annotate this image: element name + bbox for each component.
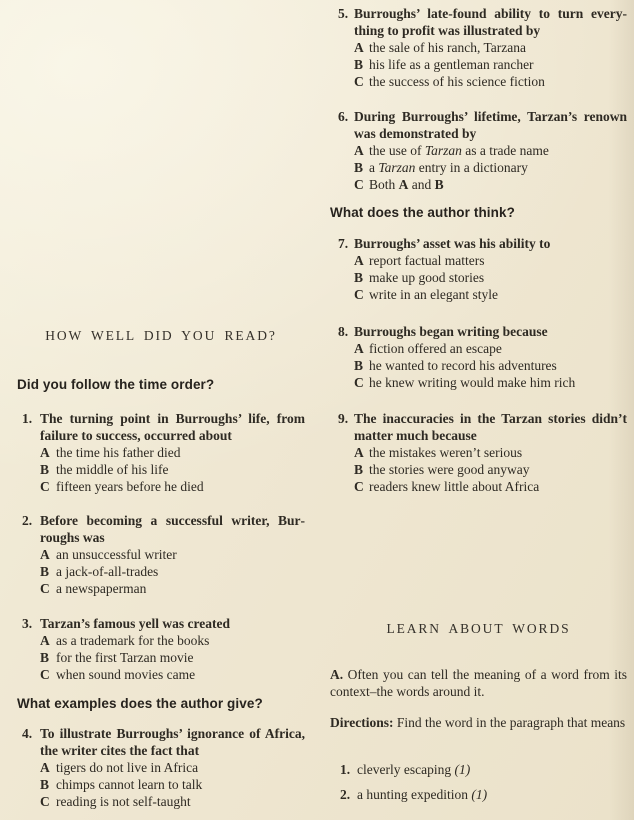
question-2: [17, 512, 305, 597]
option-letter: C: [354, 287, 364, 302]
directions-text: Find the word in the paragraph that means: [393, 715, 626, 730]
option-letter: C: [354, 177, 364, 192]
word-item-text: [357, 761, 470, 778]
option-letter: C: [354, 74, 364, 89]
option-row: [40, 666, 305, 683]
option-text-italic: Tarzan: [378, 160, 416, 175]
option-row: [40, 649, 305, 666]
option-text: the stories were good anyway: [369, 462, 530, 477]
option-row: [40, 793, 305, 810]
paragraph-directions: [330, 714, 627, 731]
option-letter: A: [354, 253, 364, 268]
question-stem: To illustrate Burroughs’ ignorance of Africa, the writer cites the fact that: [40, 726, 305, 758]
option-text: report factual matters: [369, 253, 485, 268]
option-text-part: the use of: [369, 143, 425, 158]
question-stem: During Burroughs’ lifetime, Tarzan’s renown was demonstrated by: [354, 109, 627, 141]
option-letter: C: [40, 479, 50, 494]
question-number: 2.: [22, 513, 33, 528]
option-row: [354, 39, 627, 56]
question-1: [17, 410, 305, 495]
option-text: reading is not self-taught: [56, 794, 191, 809]
directions-label: Directions:: [330, 715, 394, 730]
option-letter: A: [40, 760, 50, 775]
option-row: [354, 374, 627, 391]
option-text: readers knew little about Africa: [369, 479, 540, 494]
right-column: [330, 0, 627, 820]
question-4: [17, 725, 305, 810]
option-text-part: entry in a dictionary: [415, 160, 528, 175]
option-text-part: and: [408, 177, 435, 192]
question-body: [354, 410, 627, 495]
option-text: chimps cannot learn to talk: [56, 777, 203, 792]
option-letter: B: [40, 564, 50, 579]
question-stem: The inaccuracies in the Tarzan stories didn’t matter much because: [354, 411, 627, 443]
word-item-text-part: a hunting expedition: [357, 787, 472, 802]
question-number: 4.: [22, 726, 33, 741]
option-letter: B: [40, 777, 50, 792]
section-heading-how-well-did-you-read: HOW WELL DID YOU READ?: [45, 328, 277, 343]
option-text: he knew writing would make him rich: [369, 375, 576, 390]
option-text: a jack-of-all-trades: [56, 564, 159, 579]
question-8: [330, 323, 627, 391]
option-letter: A: [354, 143, 364, 158]
question-stem: Tarzan’s famous yell was created: [40, 616, 230, 631]
option-row: [354, 340, 627, 357]
option-letter: A: [354, 445, 364, 460]
option-text: the mistakes weren’t serious: [369, 445, 523, 460]
option-text: [369, 142, 627, 159]
option-letter: C: [354, 375, 364, 390]
option-text: the sale of his ranch, Tarzana: [369, 40, 526, 55]
question-6: [330, 108, 627, 193]
option-letter: B: [354, 270, 364, 285]
option-text: [369, 176, 627, 193]
option-row: [354, 269, 627, 286]
option-text: an unsuccessful writer: [56, 547, 177, 562]
option-row: [354, 56, 627, 73]
word-item-1: [330, 761, 627, 778]
option-text: for the first Tarzan movie: [56, 650, 194, 665]
left-column: [17, 0, 305, 820]
section-heading-learn-about-words: LEARN ABOUT WORDS: [386, 621, 571, 636]
word-item-reference: (1): [454, 762, 471, 777]
question-body: [354, 323, 627, 391]
question-number: 9.: [338, 411, 349, 426]
option-text-bold: B: [434, 177, 444, 192]
option-text: write in an elegant style: [369, 287, 498, 302]
question-stem: Burroughs began writing because: [354, 324, 548, 339]
question-stem: The turning point in Burroughs’ life, from failure to success, occurred about: [40, 411, 305, 443]
question-body: [354, 108, 627, 193]
option-letter: C: [40, 667, 50, 682]
option-letter: B: [354, 160, 364, 175]
word-item-text: [357, 786, 487, 803]
option-text-bold: A: [398, 177, 409, 192]
option-text: as a trademark for the books: [56, 633, 210, 648]
option-letter: A: [40, 547, 50, 562]
option-row: [354, 461, 627, 478]
option-row: [40, 759, 305, 776]
option-letter: C: [40, 581, 50, 596]
question-number: 1.: [22, 411, 33, 426]
question-5: [330, 5, 627, 90]
option-letter: C: [40, 794, 50, 809]
option-letter: A: [40, 445, 50, 460]
question-number: 6.: [338, 109, 349, 124]
word-item-reference: (1): [471, 787, 488, 802]
option-text-part: Both: [369, 177, 399, 192]
word-item-number: 1.: [340, 762, 351, 777]
question-stem: Burroughs’ late-found ability to turn everything to profit was illustrated by: [354, 6, 627, 38]
option-row: [354, 142, 627, 159]
option-letter: B: [354, 57, 364, 72]
option-letter: B: [354, 358, 364, 373]
option-row: [40, 563, 305, 580]
option-letter: A: [40, 633, 50, 648]
question-number: 5.: [338, 6, 349, 21]
question-body: [40, 615, 305, 683]
option-text: [369, 159, 627, 176]
question-3: [17, 615, 305, 683]
option-text-part: as a trade name: [461, 143, 549, 158]
option-letter: C: [354, 479, 364, 494]
option-text: tigers do not live in Africa: [56, 760, 199, 775]
option-row: [40, 580, 305, 597]
option-text: the middle of his life: [56, 462, 169, 477]
question-body: [40, 725, 305, 810]
question-7: [330, 235, 627, 303]
option-row: [354, 176, 627, 193]
question-body: [354, 235, 627, 303]
option-letter: A: [354, 40, 364, 55]
option-text-part: a: [369, 160, 379, 175]
question-number: 3.: [22, 616, 33, 631]
question-body: [40, 410, 305, 495]
option-row: [354, 252, 627, 269]
option-letter: B: [354, 462, 364, 477]
option-text: his life as a gentleman rancher: [369, 57, 534, 72]
option-row: [354, 286, 627, 303]
paragraph-context-hint: [330, 666, 627, 700]
option-letter: B: [40, 650, 50, 665]
option-text: fiction offered an escape: [369, 341, 502, 356]
question-number: 7.: [338, 236, 349, 251]
option-text: the success of his science fiction: [369, 74, 545, 89]
word-item-text-part: cleverly escaping: [357, 762, 455, 777]
option-row: [40, 478, 305, 495]
option-row: [354, 478, 627, 495]
subheading-author-think: What does the author think?: [330, 205, 515, 220]
option-text: make up good stories: [369, 270, 485, 285]
option-text: when sound movies came: [56, 667, 196, 682]
option-text: he wanted to record his adventures: [369, 358, 557, 373]
word-item-2: [330, 786, 627, 803]
paragraph-text: Often you can tell the meaning of a word from its context–the words around it.: [330, 667, 627, 699]
question-body: [354, 5, 627, 90]
option-text: fifteen years before he died: [56, 479, 204, 494]
question-9: [330, 410, 627, 495]
option-letter: B: [40, 462, 50, 477]
word-item-number: 2.: [340, 787, 351, 802]
option-text: the time his father died: [56, 445, 181, 460]
question-number: 8.: [338, 324, 349, 339]
option-row: [40, 546, 305, 563]
option-text: a newspaperman: [56, 581, 147, 596]
option-row: [40, 444, 305, 461]
option-row: [40, 776, 305, 793]
subheading-time-order: Did you follow the time order?: [17, 377, 215, 392]
option-row: [354, 357, 627, 374]
paragraph-label: A.: [330, 667, 344, 682]
subheading-examples: What examples does the author give?: [17, 696, 263, 711]
option-letter: A: [354, 341, 364, 356]
option-row: [354, 444, 627, 461]
question-stem: Before becoming a successful writer, Burroughs was: [40, 513, 305, 545]
option-row: [354, 73, 627, 90]
option-text-italic: Tarzan: [424, 143, 462, 158]
question-body: [40, 512, 305, 597]
option-row: [40, 461, 305, 478]
question-stem: Burroughs’ asset was his ability to: [354, 236, 551, 251]
option-row: [354, 159, 627, 176]
option-row: [40, 632, 305, 649]
